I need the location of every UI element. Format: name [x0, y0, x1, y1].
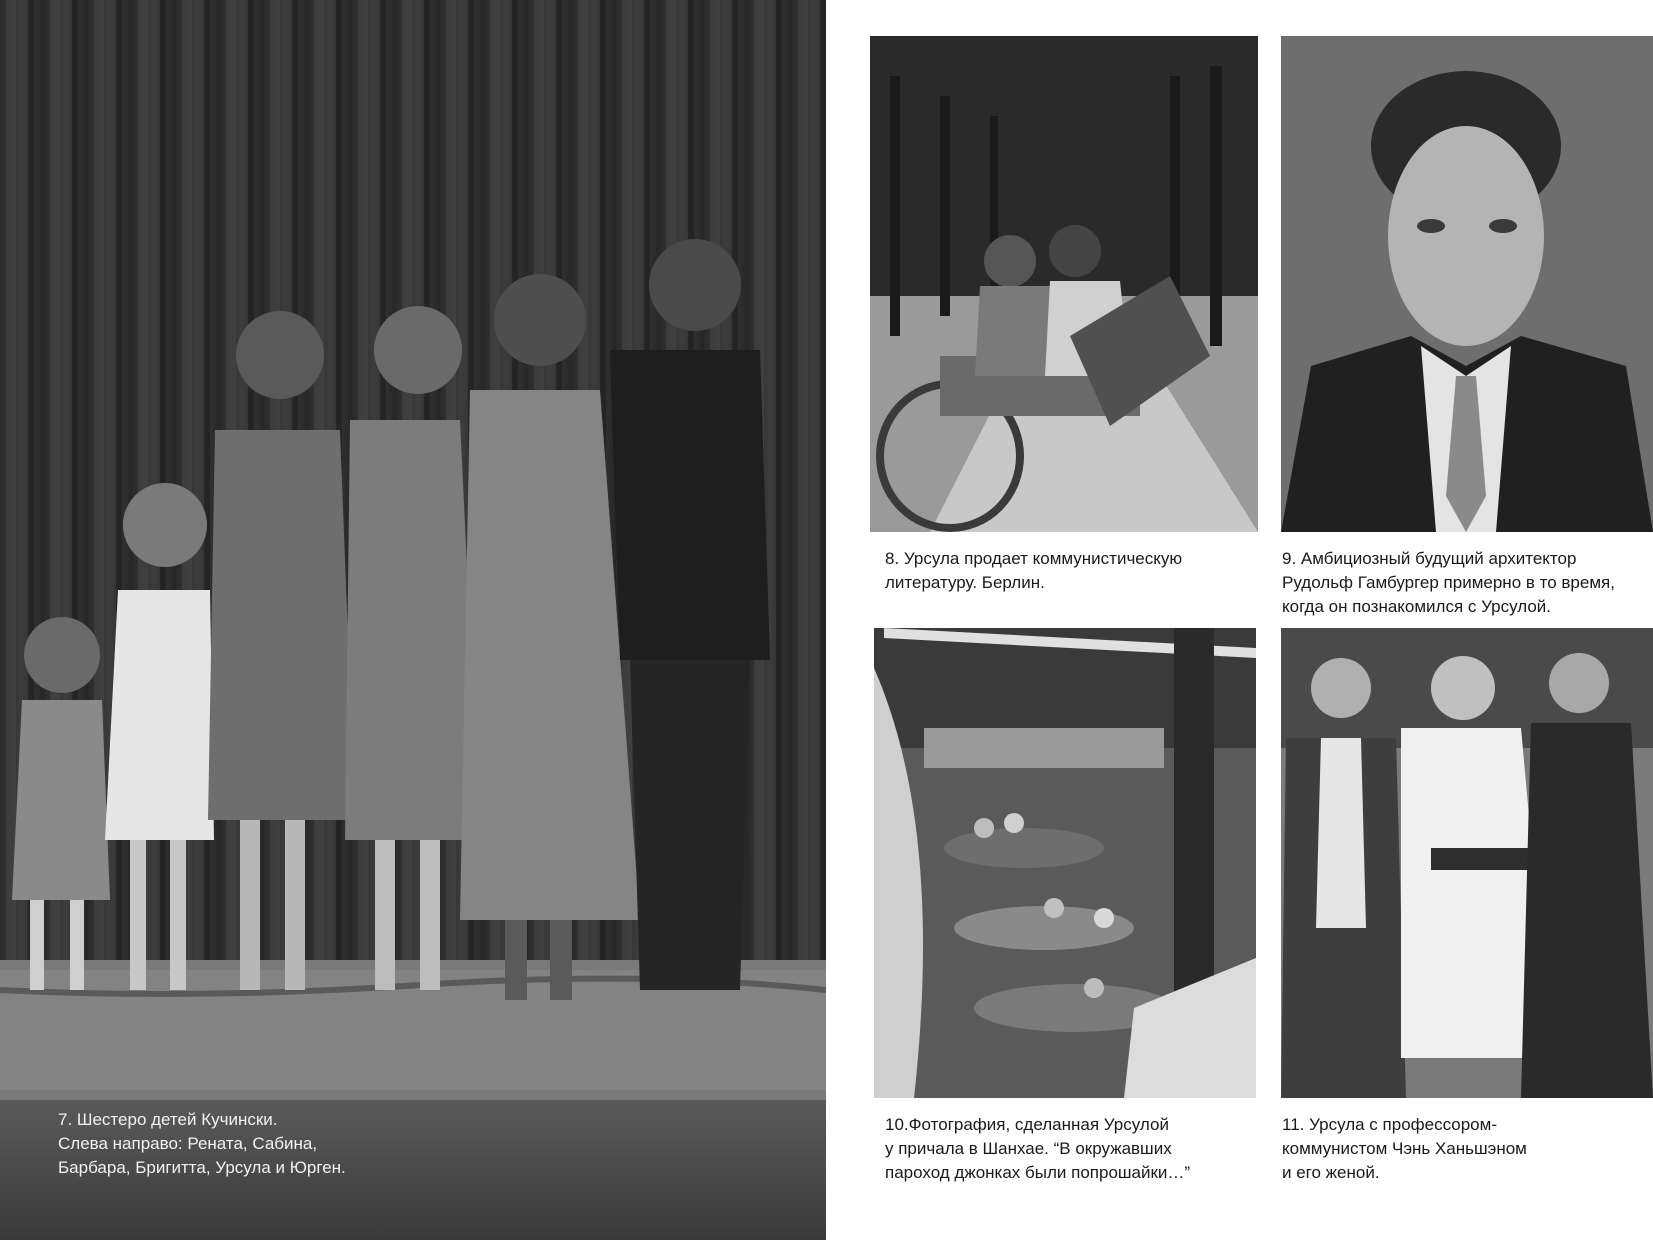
caption-line: Барбара, Бригитта, Урсула и Юрген. — [58, 1158, 346, 1177]
caption-line: когда он познакомился с Урсулой. — [1282, 597, 1552, 616]
caption-line: и его женой. — [1282, 1163, 1380, 1182]
caption-line: Рудольф Гамбургер примерно в то время, — [1282, 573, 1615, 592]
caption-line: коммунистом Чэнь Ханьшэном — [1282, 1139, 1527, 1158]
caption-photo-9 — [1282, 547, 1615, 619]
caption-line: у причала в Шанхае. “В окружавших — [885, 1139, 1172, 1158]
caption-line: Слева направо: Рената, Сабина, — [58, 1134, 318, 1153]
street-cart-photo — [870, 36, 1258, 532]
caption-line: 8. Урсула продает коммунистическую — [885, 549, 1183, 568]
caption-photo-11 — [1282, 1113, 1527, 1185]
caption-line: 11. Урсула с профессором- — [1282, 1115, 1497, 1134]
family-portrait-photo — [0, 0, 826, 1240]
caption-photo-7 — [58, 1108, 346, 1180]
caption-line: 9. Амбициозный будущий архитектор — [1282, 549, 1577, 568]
caption-line: 7. Шестеро детей Кучински. — [58, 1110, 278, 1129]
caption-photo-10 — [885, 1113, 1190, 1185]
caption-line: литературу. Берлин. — [885, 573, 1045, 592]
man-portrait-photo — [1281, 36, 1653, 532]
caption-line: 10.Фотография, сделанная Урсулой — [885, 1115, 1169, 1134]
three-people-photo — [1281, 628, 1653, 1098]
caption-photo-8 — [885, 547, 1182, 595]
harbor-junks-photo — [874, 628, 1256, 1098]
caption-line: пароход джонках были попрошайки…” — [885, 1163, 1191, 1182]
